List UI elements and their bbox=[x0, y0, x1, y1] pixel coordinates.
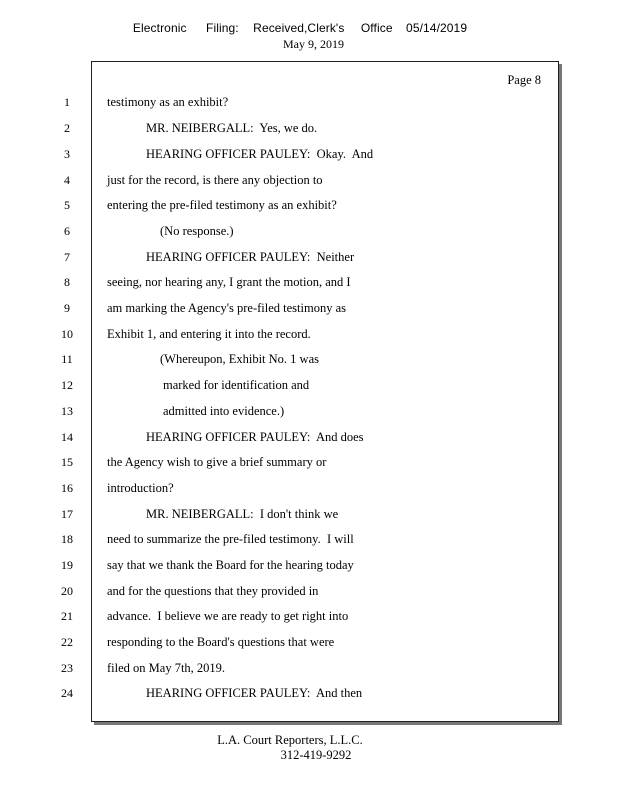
transcript-line: Exhibit 1, and entering it into the record. bbox=[107, 327, 311, 341]
line-number: 6 bbox=[64, 224, 70, 238]
transcript-line: just for the record, is there any objection to bbox=[107, 173, 323, 187]
transcript-line: filed on May 7th, 2019. bbox=[107, 661, 226, 675]
transcript-line: marked for identification and bbox=[163, 378, 310, 392]
transcript-line: HEARING OFFICER PAULEY: Okay. And bbox=[146, 147, 374, 161]
transcript-line: HEARING OFFICER PAULEY: Neither bbox=[146, 250, 355, 264]
line-number: 1 bbox=[64, 95, 70, 109]
line-number: 8 bbox=[64, 275, 70, 289]
line-number: 16 bbox=[61, 481, 73, 495]
stamp-word: 05/14/2019 bbox=[406, 21, 468, 35]
transcript-line: (Whereupon, Exhibit No. 1 was bbox=[160, 352, 319, 366]
line-number: 2 bbox=[64, 121, 70, 135]
stamp-word: Received,Clerk's bbox=[253, 21, 345, 35]
transcript-line: admitted into evidence.) bbox=[163, 404, 285, 418]
line-number: 12 bbox=[61, 378, 73, 392]
line-number: 3 bbox=[64, 147, 70, 161]
line-number: 9 bbox=[64, 301, 70, 315]
transcript-line: (No response.) bbox=[160, 224, 234, 238]
transcript-line: seeing, nor hearing any, I grant the motion, and I bbox=[107, 275, 351, 289]
transcript-line: HEARING OFFICER PAULEY: And does bbox=[146, 430, 364, 444]
transcript-line: MR. NEIBERGALL: Yes, we do. bbox=[146, 121, 318, 135]
line-number: 18 bbox=[61, 532, 73, 546]
line-number: 15 bbox=[61, 455, 73, 469]
line-number: 22 bbox=[61, 635, 73, 649]
stamp-word: Filing: bbox=[206, 21, 239, 35]
line-number: 21 bbox=[61, 609, 73, 623]
efiling-stamp bbox=[0, 21, 600, 35]
transcript-line: responding to the Board's questions that were bbox=[107, 635, 335, 649]
reporter-company: L.A. Court Reporters, L.L.C. bbox=[217, 733, 363, 747]
page-footer bbox=[0, 733, 580, 763]
stamp-word: Electronic bbox=[132, 21, 187, 35]
line-number: 17 bbox=[61, 507, 73, 521]
transcript-line: entering the pre-filed testimony as an exhibit? bbox=[107, 198, 337, 212]
line-number: 5 bbox=[64, 198, 70, 212]
line-number: 19 bbox=[61, 558, 73, 572]
line-number: 4 bbox=[64, 173, 70, 187]
stamp-word: Office bbox=[360, 21, 393, 35]
line-number: 11 bbox=[61, 352, 73, 366]
reporter-phone: 312-419-9292 bbox=[280, 748, 352, 762]
transcript-line: say that we thank the Board for the hearing today bbox=[107, 558, 354, 572]
line-number: 7 bbox=[64, 250, 70, 264]
page-number: Page 8 bbox=[507, 73, 541, 87]
hearing-date: May 9, 2019 bbox=[283, 37, 344, 51]
line-number: 14 bbox=[61, 430, 73, 444]
transcript-line: need to summarize the pre-filed testimony. I will bbox=[107, 532, 354, 546]
transcript-line: HEARING OFFICER PAULEY: And then bbox=[146, 686, 363, 700]
line-number: 10 bbox=[61, 327, 73, 341]
transcript-line: MR. NEIBERGALL: I don't think we bbox=[146, 507, 339, 521]
transcript-line: the Agency wish to give a brief summary or bbox=[107, 455, 327, 469]
line-number: 13 bbox=[61, 404, 73, 418]
transcript-line: am marking the Agency's pre-filed testimony as bbox=[107, 301, 346, 315]
line-number: 24 bbox=[61, 686, 73, 700]
transcript-line: testimony as an exhibit? bbox=[107, 95, 229, 109]
transcript-line: introduction? bbox=[107, 481, 174, 495]
transcript-line: advance. I believe we are ready to get right into bbox=[107, 609, 349, 623]
line-number: 20 bbox=[61, 584, 73, 598]
line-number: 23 bbox=[61, 661, 73, 675]
transcript-line: and for the questions that they provided in bbox=[107, 584, 319, 598]
